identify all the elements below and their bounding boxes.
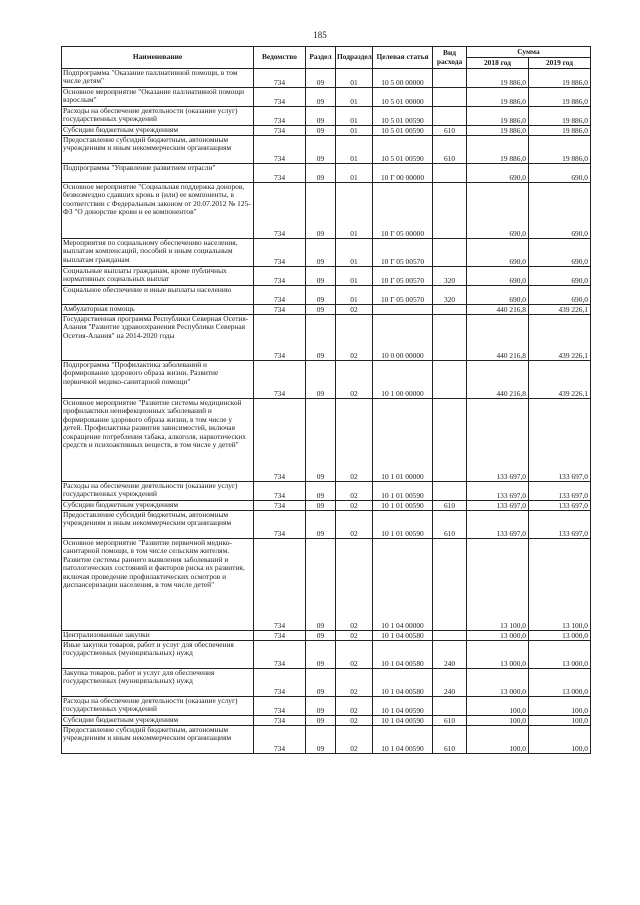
row-sum-2018: 19 886,0 bbox=[467, 88, 529, 107]
row-dept: 734 bbox=[254, 69, 306, 88]
table-row bbox=[62, 482, 591, 501]
row-name bbox=[62, 669, 254, 697]
row-subsection: 02 bbox=[336, 726, 373, 754]
row-sum-2018: 19 886,0 bbox=[467, 69, 529, 88]
table-row bbox=[62, 183, 591, 239]
row-exp-type: 610 bbox=[433, 126, 467, 136]
row-subsection: 01 bbox=[336, 69, 373, 88]
row-name-text: Субсидии бюджетным учреждениям bbox=[63, 125, 179, 134]
row-section: 09 bbox=[306, 305, 336, 315]
row-sum-2018: 133 697,0 bbox=[467, 501, 529, 511]
row-name-text: Подпрограмма "Профилактика заболеваний и формирование здорового образа жизни. Развитие первичной медико-санитарной помощи" bbox=[63, 360, 219, 386]
row-sum-2019: 690,0 bbox=[529, 286, 591, 305]
row-name-text: Мероприятия по социальному обеспечению населения, выплатам компенсаций, пособий и иным социальным выплатам гражданам bbox=[63, 238, 238, 264]
row-name-text: Закупка товаров, работ и услуг для обеспечения государственных (муниципальных) нужд bbox=[63, 668, 215, 686]
row-exp-type bbox=[433, 164, 467, 183]
row-sum-2019: 439 226,1 bbox=[529, 315, 591, 361]
row-dept: 734 bbox=[254, 539, 306, 631]
row-dept: 734 bbox=[254, 239, 306, 267]
row-sum-2019: 133 697,0 bbox=[529, 399, 591, 482]
row-target bbox=[373, 305, 433, 315]
row-name bbox=[62, 126, 254, 136]
row-target: 10 Г 00 00000 bbox=[373, 164, 433, 183]
row-subsection: 02 bbox=[336, 501, 373, 511]
row-sum-2019: 19 886,0 bbox=[529, 69, 591, 88]
header-section: Раздел bbox=[306, 47, 336, 69]
header-sum: Сумма bbox=[467, 47, 591, 58]
row-exp-type bbox=[433, 399, 467, 482]
row-sum-2018: 440 216,8 bbox=[467, 361, 529, 399]
row-sum-2018: 133 697,0 bbox=[467, 511, 529, 539]
row-target: 10 1 04 00590 bbox=[373, 697, 433, 716]
row-section: 09 bbox=[306, 511, 336, 539]
row-subsection: 01 bbox=[336, 107, 373, 126]
row-section: 09 bbox=[306, 641, 336, 669]
row-target: 10 5 01 00590 bbox=[373, 126, 433, 136]
row-section: 09 bbox=[306, 107, 336, 126]
table-row bbox=[62, 315, 591, 361]
row-name bbox=[62, 539, 254, 631]
row-dept: 734 bbox=[254, 136, 306, 164]
row-dept: 734 bbox=[254, 399, 306, 482]
row-target: 10 1 01 00590 bbox=[373, 511, 433, 539]
row-name-text: Основное мероприятие "Развитие системы медицинской профилактики неинфекционных заболеваний и формирование здорового образа жизни, в том числе у детей. Профилактика развития зависимостей, включая сокращение потребления табака, алкоголя, наркотических средств и психоактивных веществ, в том числе у детей" bbox=[63, 398, 246, 450]
row-name bbox=[62, 107, 254, 126]
row-sum-2019: 13 100,0 bbox=[529, 539, 591, 631]
row-name-text: Социальное обеспечение и иные выплаты населению bbox=[63, 285, 232, 294]
row-subsection: 01 bbox=[336, 239, 373, 267]
header-2019: 2019 год bbox=[529, 58, 591, 69]
row-subsection: 01 bbox=[336, 126, 373, 136]
row-name bbox=[62, 399, 254, 482]
row-sum-2019: 133 697,0 bbox=[529, 511, 591, 539]
row-target: 10 5 00 00000 bbox=[373, 69, 433, 88]
row-section: 09 bbox=[306, 126, 336, 136]
row-name-text: Расходы на обеспечение деятельности (оказание услуг) государственных учреждений bbox=[63, 481, 238, 499]
row-name bbox=[62, 361, 254, 399]
row-name bbox=[62, 511, 254, 539]
row-subsection: 02 bbox=[336, 399, 373, 482]
header-2018: 2018 год bbox=[467, 58, 529, 69]
header-subsection: Подраздел bbox=[336, 47, 373, 69]
row-sum-2019: 13 000,0 bbox=[529, 631, 591, 641]
row-sum-2019: 439 226,1 bbox=[529, 305, 591, 315]
row-sum-2018: 133 697,0 bbox=[467, 399, 529, 482]
row-section: 09 bbox=[306, 164, 336, 183]
row-exp-type bbox=[433, 482, 467, 501]
row-sum-2019: 100,0 bbox=[529, 726, 591, 754]
header-dept: Ведомство bbox=[254, 47, 306, 69]
table-row bbox=[62, 267, 591, 286]
table-row bbox=[62, 107, 591, 126]
row-name-text: Субсидии бюджетным учреждениям bbox=[63, 500, 179, 509]
row-exp-type bbox=[433, 88, 467, 107]
row-subsection: 01 bbox=[336, 164, 373, 183]
row-name bbox=[62, 164, 254, 183]
row-name-text: Предоставление субсидий бюджетным, автономным учреждениям и иным некоммерческим организациям bbox=[63, 135, 232, 153]
table-row bbox=[62, 539, 591, 631]
row-dept: 734 bbox=[254, 631, 306, 641]
row-exp-type bbox=[433, 539, 467, 631]
row-sum-2019: 133 697,0 bbox=[529, 501, 591, 511]
row-name bbox=[62, 136, 254, 164]
row-dept: 734 bbox=[254, 286, 306, 305]
row-name bbox=[62, 697, 254, 716]
table-row bbox=[62, 631, 591, 641]
row-exp-type: 320 bbox=[433, 286, 467, 305]
row-subsection: 02 bbox=[336, 697, 373, 716]
row-dept: 734 bbox=[254, 501, 306, 511]
row-sum-2019: 13 000,0 bbox=[529, 641, 591, 669]
row-subsection: 01 bbox=[336, 267, 373, 286]
row-dept: 734 bbox=[254, 716, 306, 726]
row-exp-type bbox=[433, 305, 467, 315]
row-dept: 734 bbox=[254, 107, 306, 126]
row-exp-type bbox=[433, 107, 467, 126]
row-exp-type: 610 bbox=[433, 511, 467, 539]
row-exp-type: 610 bbox=[433, 136, 467, 164]
table-row bbox=[62, 88, 591, 107]
row-name-text: Иные закупки товаров, работ и услуг для обеспечения государственных (муниципальных) нужд bbox=[63, 640, 234, 658]
row-sum-2019: 690,0 bbox=[529, 164, 591, 183]
row-sum-2018: 100,0 bbox=[467, 716, 529, 726]
row-sum-2019: 100,0 bbox=[529, 697, 591, 716]
row-dept: 734 bbox=[254, 726, 306, 754]
table-row bbox=[62, 126, 591, 136]
row-dept: 734 bbox=[254, 669, 306, 697]
row-dept: 734 bbox=[254, 88, 306, 107]
row-name bbox=[62, 239, 254, 267]
row-name-text: Расходы на обеспечение деятельности (оказание услуг) государственных учреждений bbox=[63, 106, 238, 124]
row-target: 10 1 04 00000 bbox=[373, 539, 433, 631]
row-dept: 734 bbox=[254, 267, 306, 286]
row-target: 10 1 01 00590 bbox=[373, 501, 433, 511]
row-target: 10 5 01 00590 bbox=[373, 107, 433, 126]
row-section: 09 bbox=[306, 88, 336, 107]
header-name: Наименование bbox=[62, 47, 254, 69]
page-number: 185 bbox=[313, 30, 327, 40]
row-section: 09 bbox=[306, 239, 336, 267]
row-exp-type bbox=[433, 361, 467, 399]
row-section: 09 bbox=[306, 539, 336, 631]
table-row bbox=[62, 136, 591, 164]
row-target: 10 1 00 00000 bbox=[373, 361, 433, 399]
row-sum-2018: 440 216,8 bbox=[467, 305, 529, 315]
table-row bbox=[62, 399, 591, 482]
row-subsection: 02 bbox=[336, 482, 373, 501]
table-row bbox=[62, 716, 591, 726]
row-target: 10 Г 05 00570 bbox=[373, 239, 433, 267]
row-name bbox=[62, 267, 254, 286]
row-name bbox=[62, 641, 254, 669]
row-target: 10 5 01 00000 bbox=[373, 88, 433, 107]
row-name-text: Централизованные закупки bbox=[63, 630, 150, 639]
row-exp-type bbox=[433, 631, 467, 641]
row-section: 09 bbox=[306, 726, 336, 754]
row-name-text: Подпрограмма "Управление развитием отрасли" bbox=[63, 163, 216, 172]
row-sum-2019: 19 886,0 bbox=[529, 88, 591, 107]
row-dept: 734 bbox=[254, 183, 306, 239]
table-row bbox=[62, 305, 591, 315]
table-row bbox=[62, 697, 591, 716]
row-sum-2019: 100,0 bbox=[529, 716, 591, 726]
row-subsection: 01 bbox=[336, 88, 373, 107]
row-dept: 734 bbox=[254, 315, 306, 361]
row-sum-2018: 690,0 bbox=[467, 239, 529, 267]
row-exp-type bbox=[433, 183, 467, 239]
row-section: 09 bbox=[306, 697, 336, 716]
row-section: 09 bbox=[306, 631, 336, 641]
row-sum-2018: 19 886,0 bbox=[467, 136, 529, 164]
row-sum-2019: 690,0 bbox=[529, 183, 591, 239]
row-target: 10 1 04 00590 bbox=[373, 726, 433, 754]
row-name-text: Расходы на обеспечение деятельности (оказание услуг) государственных учреждений bbox=[63, 696, 238, 714]
budget-table bbox=[61, 46, 591, 754]
row-exp-type bbox=[433, 239, 467, 267]
row-sum-2019: 13 000,0 bbox=[529, 669, 591, 697]
row-dept: 734 bbox=[254, 511, 306, 539]
row-sum-2018: 690,0 bbox=[467, 164, 529, 183]
row-exp-type bbox=[433, 315, 467, 361]
row-section: 09 bbox=[306, 315, 336, 361]
row-exp-type bbox=[433, 69, 467, 88]
row-name bbox=[62, 482, 254, 501]
row-name-text: Государственная программа Республики Северная Осетия-Алания "Развитие здравоохранения Республики Северная Осетия-Алания" на 2014-2020 годы bbox=[63, 314, 249, 340]
row-subsection: 01 bbox=[336, 136, 373, 164]
row-section: 09 bbox=[306, 286, 336, 305]
row-sum-2018: 690,0 bbox=[467, 183, 529, 239]
row-exp-type: 320 bbox=[433, 267, 467, 286]
row-subsection: 02 bbox=[336, 631, 373, 641]
row-sum-2018: 13 100,0 bbox=[467, 539, 529, 631]
row-dept: 734 bbox=[254, 697, 306, 716]
row-name-text: Предоставление субсидий бюджетным, автономным учреждениям и иным некоммерческим организациям bbox=[63, 725, 232, 743]
row-sum-2018: 13 000,0 bbox=[467, 669, 529, 697]
row-sum-2018: 690,0 bbox=[467, 286, 529, 305]
row-name bbox=[62, 69, 254, 88]
row-section: 09 bbox=[306, 501, 336, 511]
table-row bbox=[62, 726, 591, 754]
row-name-text: Подпрограмма "Оказание паллиативной помощи, в том числе детям" bbox=[63, 68, 238, 86]
row-target: 10 Г 05 00000 bbox=[373, 183, 433, 239]
row-section: 09 bbox=[306, 669, 336, 697]
row-target: 10 1 04 00580 bbox=[373, 641, 433, 669]
table-row bbox=[62, 164, 591, 183]
row-subsection: 02 bbox=[336, 361, 373, 399]
row-name bbox=[62, 286, 254, 305]
row-section: 09 bbox=[306, 361, 336, 399]
row-name-text: Основное мероприятие "Развитие первичной медико-санитарной помощи, в том числе сельским жителям. Развитие системы раннего выявления заболеваний и патологических состояний и факторов риска их развития, включая проведение профилактических осмотров и диспансеризации населения, в том числе детей" bbox=[63, 538, 245, 590]
row-subsection: 01 bbox=[336, 286, 373, 305]
header-target: Целевая статья bbox=[373, 47, 433, 69]
row-exp-type: 610 bbox=[433, 726, 467, 754]
row-sum-2019: 19 886,0 bbox=[529, 107, 591, 126]
row-dept: 734 bbox=[254, 305, 306, 315]
row-sum-2019: 19 886,0 bbox=[529, 126, 591, 136]
row-subsection: 02 bbox=[336, 315, 373, 361]
row-sum-2019: 19 886,0 bbox=[529, 136, 591, 164]
row-section: 09 bbox=[306, 267, 336, 286]
table-row bbox=[62, 239, 591, 267]
row-exp-type: 610 bbox=[433, 716, 467, 726]
table-row bbox=[62, 69, 591, 88]
row-name bbox=[62, 631, 254, 641]
row-name bbox=[62, 305, 254, 315]
row-dept: 734 bbox=[254, 641, 306, 669]
row-exp-type bbox=[433, 697, 467, 716]
row-sum-2018: 100,0 bbox=[467, 697, 529, 716]
row-dept: 734 bbox=[254, 482, 306, 501]
table-row bbox=[62, 669, 591, 697]
row-name-text: Субсидии бюджетным учреждениям bbox=[63, 715, 179, 724]
header-exp-type: Вид расхода bbox=[433, 47, 467, 69]
row-subsection: 02 bbox=[336, 669, 373, 697]
row-target: 10 Г 05 00570 bbox=[373, 267, 433, 286]
table-row bbox=[62, 641, 591, 669]
row-target: 10 1 01 00590 bbox=[373, 482, 433, 501]
row-name-text: Основное мероприятие "Оказание паллиативной помощи взрослым" bbox=[63, 87, 245, 105]
row-section: 09 bbox=[306, 482, 336, 501]
row-sum-2019: 690,0 bbox=[529, 267, 591, 286]
row-section: 09 bbox=[306, 69, 336, 88]
row-name bbox=[62, 183, 254, 239]
row-sum-2018: 100,0 bbox=[467, 726, 529, 754]
row-subsection: 02 bbox=[336, 305, 373, 315]
row-dept: 734 bbox=[254, 126, 306, 136]
row-section: 09 bbox=[306, 399, 336, 482]
row-name-text: Социальные выплаты гражданам, кроме публичных нормативных социальных выплат bbox=[63, 266, 227, 284]
row-subsection: 02 bbox=[336, 511, 373, 539]
table-row bbox=[62, 511, 591, 539]
row-sum-2018: 133 697,0 bbox=[467, 482, 529, 501]
row-exp-type: 240 bbox=[433, 641, 467, 669]
row-subsection: 02 bbox=[336, 641, 373, 669]
row-sum-2018: 690,0 bbox=[467, 267, 529, 286]
row-name bbox=[62, 315, 254, 361]
table-row bbox=[62, 286, 591, 305]
row-section: 09 bbox=[306, 183, 336, 239]
row-name bbox=[62, 88, 254, 107]
row-dept: 734 bbox=[254, 164, 306, 183]
table-row bbox=[62, 501, 591, 511]
row-name bbox=[62, 716, 254, 726]
row-name bbox=[62, 501, 254, 511]
row-target: 10 Г 05 00570 bbox=[373, 286, 433, 305]
row-target: 10 1 04 00580 bbox=[373, 631, 433, 641]
row-dept: 734 bbox=[254, 361, 306, 399]
row-sum-2019: 439 226,1 bbox=[529, 361, 591, 399]
row-section: 09 bbox=[306, 136, 336, 164]
row-name bbox=[62, 726, 254, 754]
row-sum-2019: 690,0 bbox=[529, 239, 591, 267]
table-row bbox=[62, 361, 591, 399]
row-subsection: 01 bbox=[336, 183, 373, 239]
row-name-text: Основное мероприятие "Социальная поддержка доноров, безвозмездно сдавших кровь и (или) ее компоненты, в соответствии с Федеральным законом от 20.07.2012 № 125-ФЗ "О донорстве крови и ее компонентов" bbox=[63, 182, 251, 217]
row-sum-2018: 19 886,0 bbox=[467, 126, 529, 136]
row-subsection: 02 bbox=[336, 539, 373, 631]
row-sum-2018: 13 000,0 bbox=[467, 641, 529, 669]
row-target: 10 1 04 00580 bbox=[373, 669, 433, 697]
row-subsection: 02 bbox=[336, 716, 373, 726]
row-sum-2019: 133 697,0 bbox=[529, 482, 591, 501]
row-target: 10 5 01 00590 bbox=[373, 136, 433, 164]
row-sum-2018: 13 000,0 bbox=[467, 631, 529, 641]
row-target: 10 1 04 00590 bbox=[373, 716, 433, 726]
row-target: 10 0 00 00000 bbox=[373, 315, 433, 361]
row-name-text: Предоставление субсидий бюджетным, автономным учреждениям и иным некоммерческим организациям bbox=[63, 510, 232, 528]
row-exp-type: 610 bbox=[433, 501, 467, 511]
row-exp-type: 240 bbox=[433, 669, 467, 697]
row-target: 10 1 01 00000 bbox=[373, 399, 433, 482]
row-sum-2018: 440 216,8 bbox=[467, 315, 529, 361]
row-name-text: Амбулаторная помощь bbox=[63, 304, 135, 313]
row-section: 09 bbox=[306, 716, 336, 726]
row-sum-2018: 19 886,0 bbox=[467, 107, 529, 126]
